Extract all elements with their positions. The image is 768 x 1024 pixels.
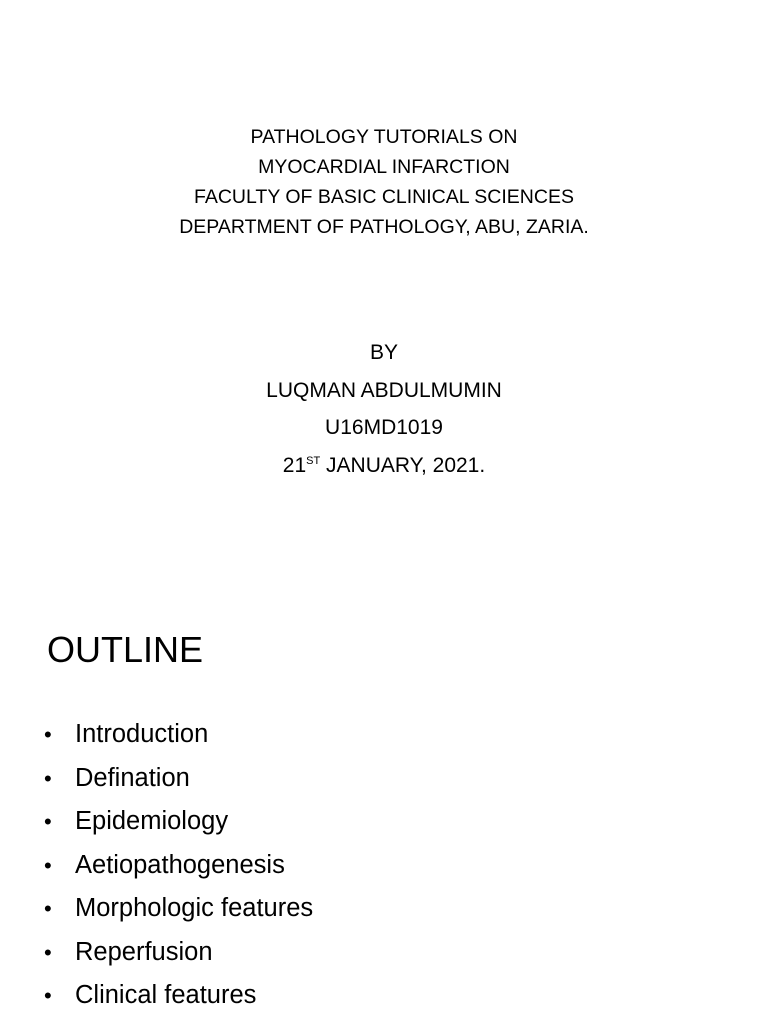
list-item-label: Defination xyxy=(75,763,190,792)
list-item-label: Aetiopathogenesis xyxy=(75,850,285,879)
title-line-3: FACULTY OF BASIC CLINICAL SCIENCES xyxy=(194,186,574,208)
title-line-1: PATHOLOGY TUTORIALS ON xyxy=(250,126,518,148)
list-item xyxy=(0,757,313,801)
bullet-icon: • xyxy=(44,765,52,791)
date-day: 21 xyxy=(282,453,307,477)
slide-divider xyxy=(0,582,768,583)
list-item-label: Epidemiology xyxy=(75,807,229,835)
list-item-label: Morphologic features xyxy=(75,894,314,922)
list-item xyxy=(0,844,313,888)
date-suffix: ST xyxy=(306,454,321,467)
list-item xyxy=(0,713,313,757)
list-item xyxy=(0,974,313,1018)
title-line-4: DEPARTMENT OF PATHOLOGY, ABU, ZARIA. xyxy=(179,216,589,238)
title-line-2: MYOCARDIAL INFARCTION xyxy=(258,156,510,178)
byline-block xyxy=(0,334,768,488)
outline-slide xyxy=(0,588,768,1024)
bullet-icon: • xyxy=(44,722,52,747)
presentation-date xyxy=(0,447,768,489)
bullet-icon: • xyxy=(44,983,52,1008)
outline-list xyxy=(0,713,313,1018)
author-name: LUQMAN ABDULMUMIN xyxy=(266,378,502,402)
list-item-label: Clinical features xyxy=(75,981,257,1009)
bullet-icon: • xyxy=(44,809,52,834)
list-item xyxy=(0,887,313,931)
list-item-label: Introduction xyxy=(75,720,209,748)
list-item-label: Reperfusion xyxy=(75,937,213,966)
bullet-icon: • xyxy=(44,896,52,921)
bullet-icon: • xyxy=(44,939,52,965)
bullet-icon: • xyxy=(44,852,52,878)
list-item xyxy=(0,800,313,844)
title-block xyxy=(0,122,768,242)
date-rest: JANUARY, 2021. xyxy=(320,453,486,477)
by-label: BY xyxy=(369,341,398,364)
outline-heading: OUTLINE xyxy=(47,629,204,670)
list-item xyxy=(0,931,313,975)
student-id: U16MD1019 xyxy=(325,416,443,439)
